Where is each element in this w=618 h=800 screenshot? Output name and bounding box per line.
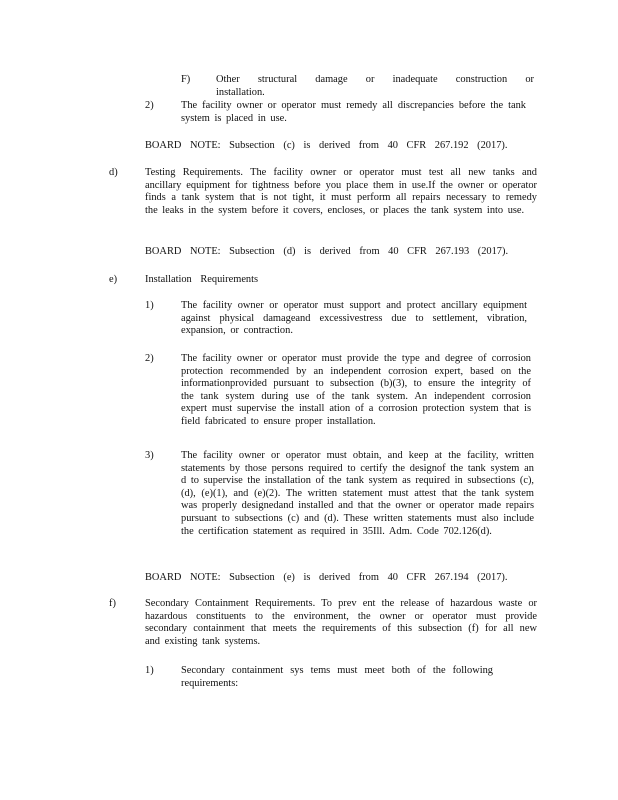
board-note-c: BOARD NOTE: Subsection (c) is derived from 40 CFR 267.192 (2017). [145, 140, 508, 151]
section-label-d: d) [109, 167, 118, 178]
item-text-2: The facility owner or operator must remedy all discrepancies before the tank system is placed in use. [181, 100, 526, 124]
board-note-e: BOARD NOTE: Subsection (e) is derived from 40 CFR 267.194 (2017). [145, 572, 508, 583]
item-text-F: Other structural damage or inadequate construction or installation. [216, 74, 534, 98]
section-text-f: Secondary Containment Requirements. To prev ent the release of hazardous waste or hazardous constituents to the environment, the owner or operator must provide secondary containment that meets the requirements of this subsection (f) for all new and existing tank systems. [145, 598, 537, 647]
item-label-2: 2) [145, 100, 154, 111]
item-label-e3: 3) [145, 450, 154, 461]
section-text-d: Testing Requirements. The facility owner or operator must test all new tanks and ancillary equipment for tightness before you place them in use.If the owner or operator finds a tank system that is not tight, it must perform all repairs necessary to remedy the leaks in the system before it covers, encloses, or places the tank system into use. [145, 167, 537, 216]
item-text-f1: Secondary containment sys tems must meet both of the following requirements: [181, 665, 493, 689]
item-text-e2: The facility owner or operator must provide the type and degree of corrosion protection recommended by an independent corrosion expert, based on the informationprovided pursuant to subsection (b)(3), to ensure the integrity of the tank system during use of the tank system. An independent corrosion expert must supervise the install ation of a corrosion protection system that is field fabricated to ensure proper installation. [181, 353, 531, 427]
item-text-e3: The facility owner or operator must obtain, and keep at the facility, written statements by those persons required to certify the designof the tank system an d to supervise the installation of the tank system as required in subsections (c), (d), (e)(1), and (e)(2). The written statement must attest that the tank system was properly designedand installed and that the owner or operator made repairs pursuant to subsections (c) and (d). These written statements must also include the certification statement as required in 35Ill. Adm. Code 702.126(d). [181, 450, 534, 537]
section-label-e: e) [109, 274, 118, 285]
section-title-e: Installation Requirements [145, 274, 259, 285]
item-text-e1: The facility owner or operator must support and protect ancillary equipment against physical damageand excessivestress due to settlement, vibration, expansion, or contraction. [181, 300, 527, 337]
item-label-F: F) [181, 74, 191, 85]
board-note-d: BOARD NOTE: Subsection (d) is derived from 40 CFR 267.193 (2017). [145, 246, 509, 257]
section-label-f: f) [109, 598, 116, 609]
item-label-f1: 1) [145, 665, 154, 676]
item-label-e2: 2) [145, 353, 154, 364]
item-label-e1: 1) [145, 300, 154, 311]
